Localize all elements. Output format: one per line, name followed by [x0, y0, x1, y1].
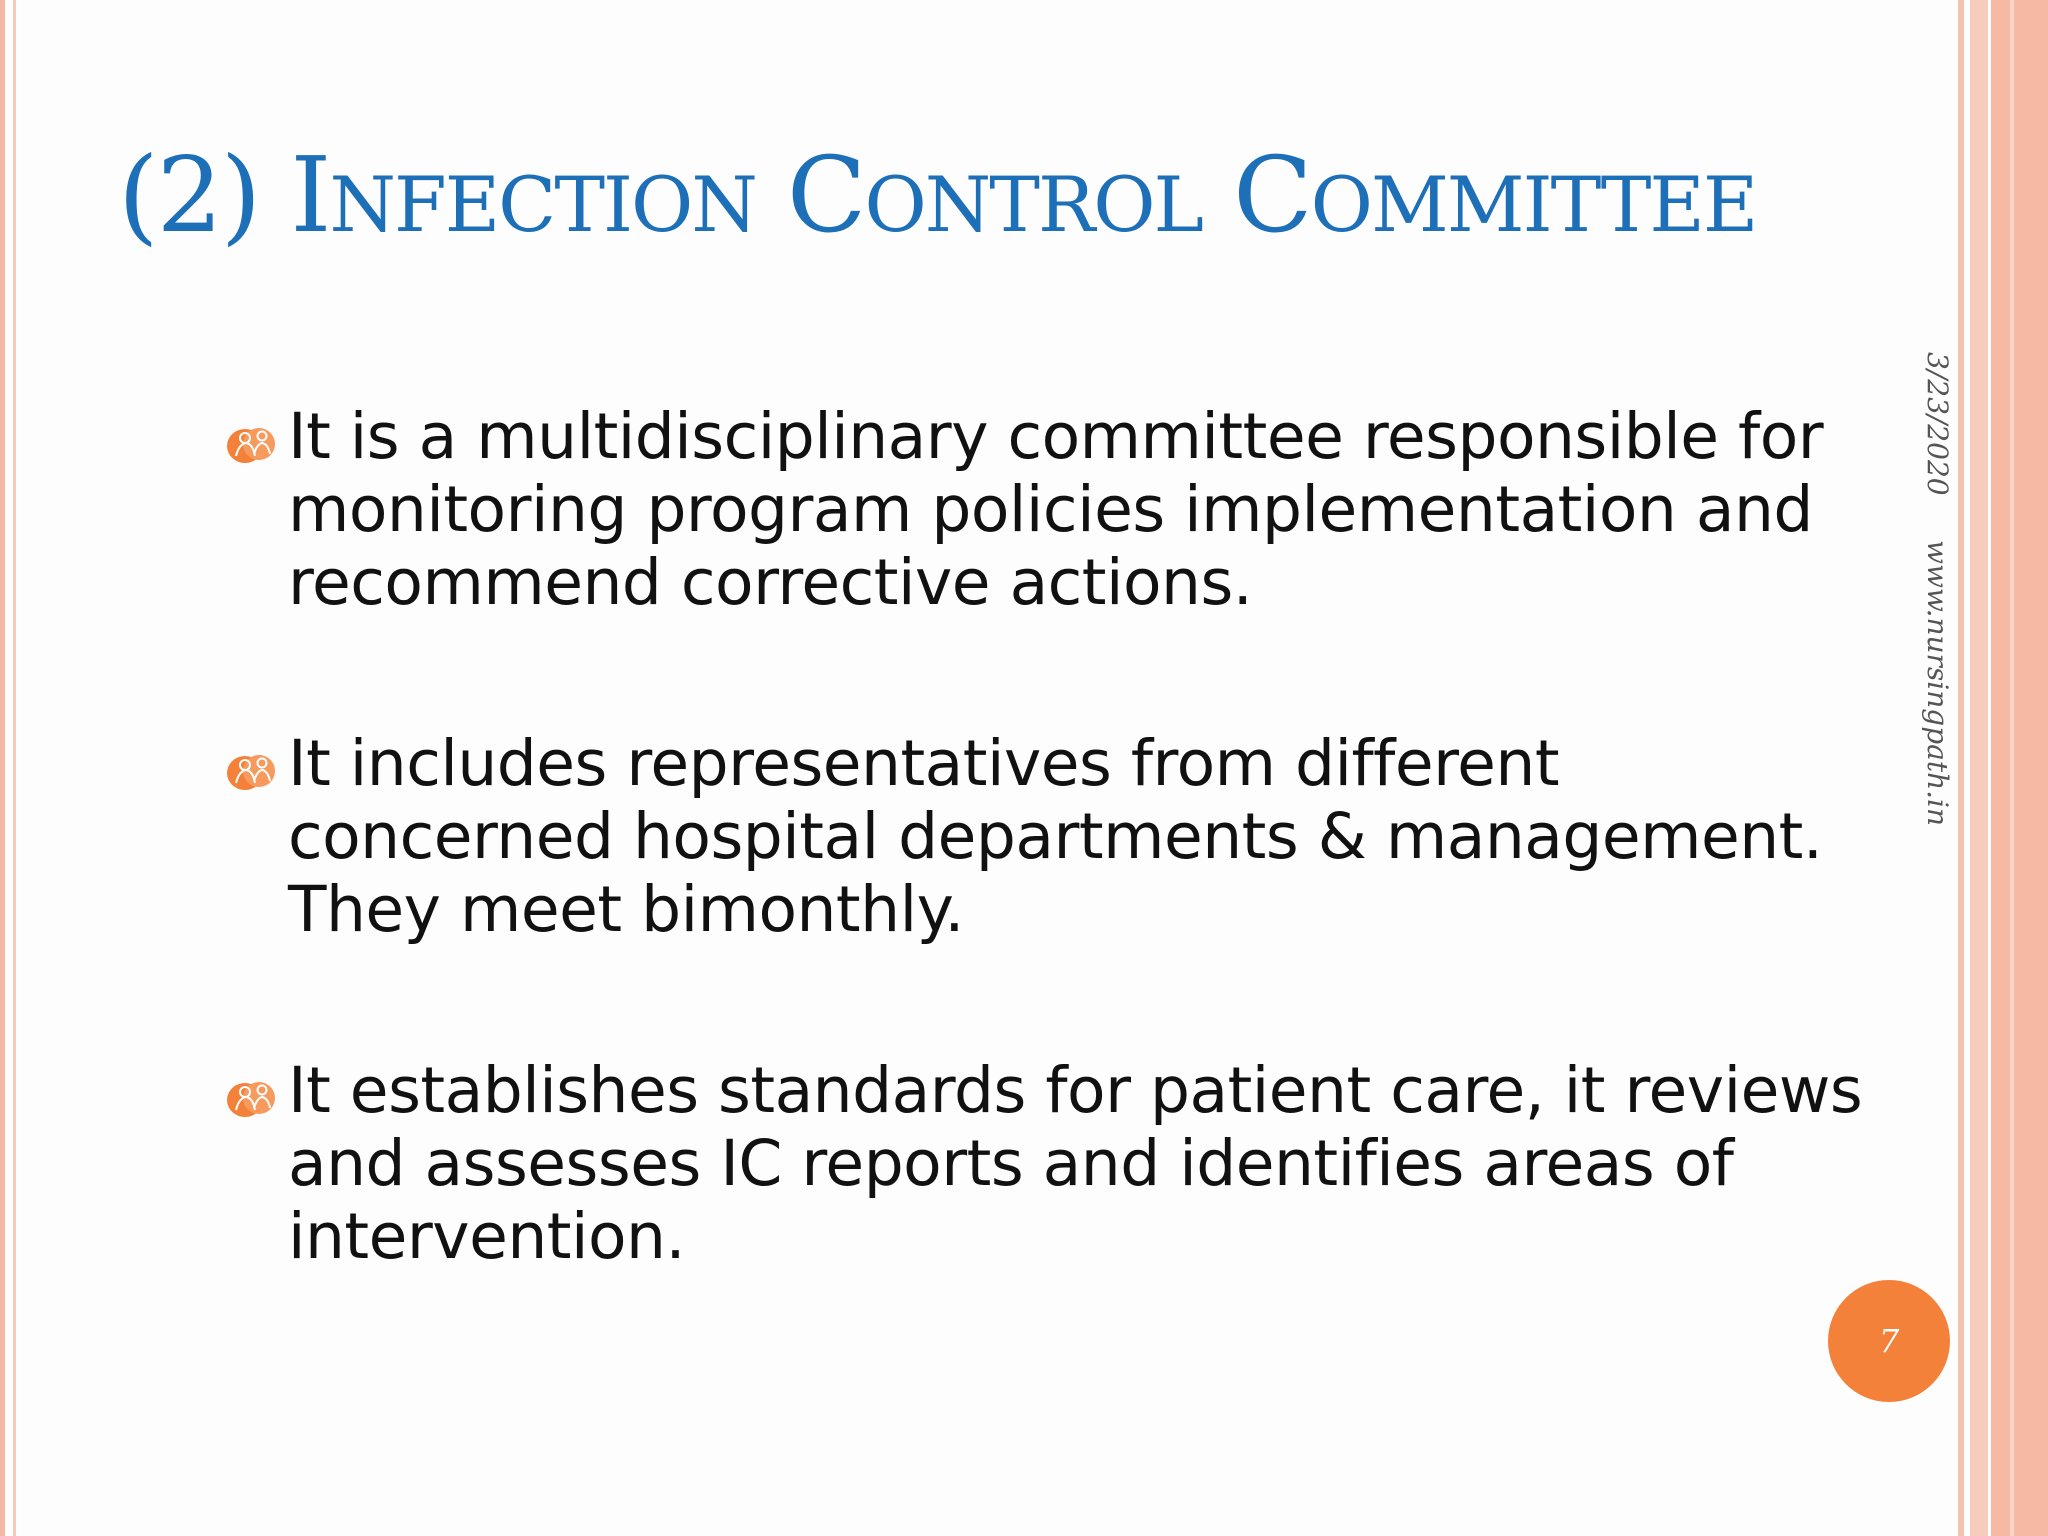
- people-icon: [224, 422, 278, 468]
- left-border-inner: [13, 0, 16, 1536]
- people-icon: [224, 749, 278, 795]
- bullet-item: [222, 400, 1872, 619]
- slide-date: 3/23/2020: [1921, 352, 1954, 496]
- title-initial: C: [786, 134, 865, 256]
- bullet-item: [222, 727, 1872, 946]
- right-border-stripe: [1991, 0, 2048, 1536]
- title-word: [1233, 134, 1756, 256]
- page-number-badge: [1828, 1280, 1950, 1402]
- title-initial: I: [290, 134, 330, 256]
- right-border-stripe: [1970, 0, 1988, 1536]
- title-number: (2): [118, 134, 291, 256]
- bullet-text: It is a multidisciplinary committee responsible for monitoring program policies implementation and recommend corrective actions.: [288, 400, 1824, 619]
- title-rest: NFECTION: [329, 160, 756, 249]
- title-word: [787, 134, 1202, 256]
- title-rest: ONTROL: [864, 160, 1202, 249]
- slide-title: [118, 125, 1758, 275]
- bullet-text: It includes representatives from different concerned hospital departments & management. They meet bimonthly.: [288, 727, 1823, 946]
- title-initial: C: [1233, 134, 1311, 256]
- people-icon: [224, 1076, 278, 1122]
- website-footer: www.nursingpath.in: [1921, 540, 1954, 827]
- left-border: [0, 0, 5, 1536]
- page-number: 7: [1878, 1322, 1900, 1360]
- bullet-item: [222, 1054, 1872, 1273]
- title-rest: OMMITTEE: [1310, 160, 1757, 249]
- bullet-text: It establishes standards for patient care, it reviews and assesses IC reports and identifies areas of intervention.: [288, 1054, 1863, 1273]
- title-word: [290, 134, 755, 256]
- right-border-stripe: [2010, 0, 2014, 1536]
- bullet-list: [222, 400, 1872, 1381]
- right-border-stripe: [1958, 0, 1964, 1536]
